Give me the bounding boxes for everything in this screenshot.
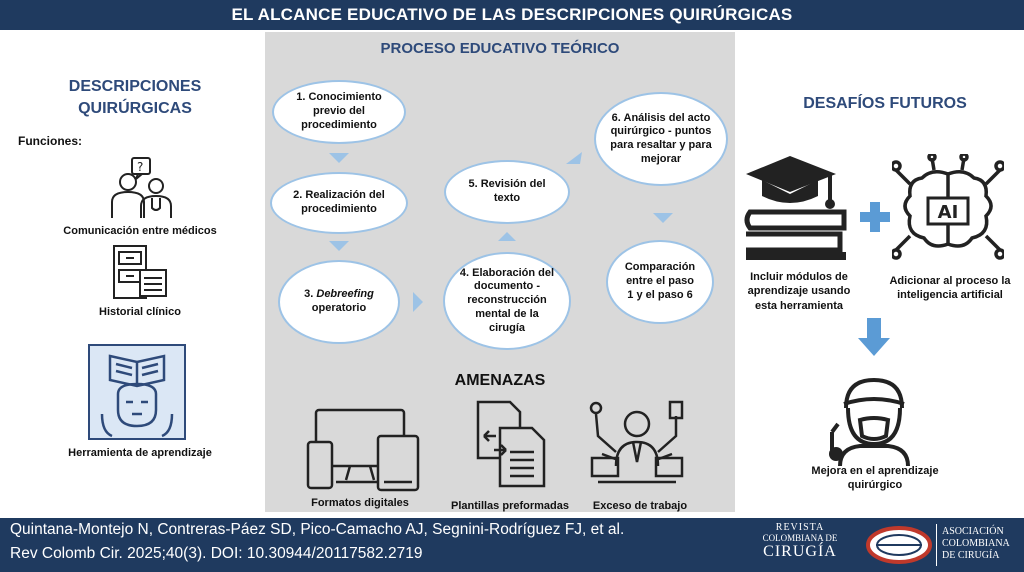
- association-seal-icon: [864, 524, 934, 566]
- step-4-bubble: [443, 252, 571, 350]
- right-item-3-label: Mejora en el aprendizaje quirúrgico: [811, 465, 939, 492]
- step-3-italic: Debreefing: [316, 288, 374, 301]
- right-item-1-label: Incluir módulos de aprendizaje usando esta herramienta: [747, 271, 851, 312]
- file-cabinet-icon: [110, 244, 170, 300]
- page-title: EL ALCANCE EDUCATIVO DE LAS DESCRIPCIONES QUIRÚRGICAS: [231, 5, 793, 24]
- arrow-down-1: [329, 153, 349, 163]
- learning-tool-label: Herramienta de aprendizaje: [68, 447, 212, 459]
- learning-tool-icon: [88, 344, 186, 440]
- step-5-text: 5. Revisión del texto: [468, 178, 546, 204]
- books-graduation-cap-icon: [744, 150, 850, 262]
- left-heading: [40, 76, 230, 120]
- functions-label: Funciones:: [18, 134, 83, 148]
- right-heading: DESAFÍOS FUTUROS: [803, 95, 967, 112]
- doctors-communication-icon: [108, 156, 174, 220]
- journal-logo: [752, 522, 848, 561]
- step-5-bubble: [444, 160, 570, 224]
- journal-line-1: REVISTA: [775, 522, 825, 533]
- clinical-history-label: Historial clínico: [99, 306, 181, 318]
- journal-line-3: CIRUGÍA: [763, 543, 837, 560]
- citation-line-1: Quintana-Montejo N, Contreras-Páez SD, Pico-Camacho AJ, Segnini-Rodríguez FJ, et al.: [10, 521, 625, 538]
- left-heading-line1: DESCRIPCIONES: [68, 78, 202, 95]
- surgeon-icon: [826, 374, 922, 466]
- footer-divider: [936, 524, 937, 566]
- svg-text:?: ?: [137, 160, 144, 174]
- arrow-right-1: [413, 292, 423, 312]
- step-6-text: 6. Análisis del acto quirúrgico - puntos para resaltar y para mejorar: [610, 111, 712, 165]
- step-6-bubble: [594, 92, 728, 186]
- arrow-up-1: [498, 232, 516, 241]
- citation-line-2: Rev Colomb Cir. 2025;40(3). DOI: 10.30944/20117582.2719: [10, 545, 423, 562]
- ai-label: AI: [937, 202, 959, 223]
- journal-line-2: COLOMBIANA DE: [762, 533, 838, 543]
- step-3-bubble: [278, 260, 400, 344]
- threat-2-label: Plantillas preformadas: [451, 500, 569, 512]
- templates-icon: [474, 400, 548, 488]
- threat-3-label: Exceso de trabajo: [592, 500, 688, 512]
- threats-heading: AMENAZAS: [454, 372, 546, 389]
- assoc-line-3: DE CIRUGÍA: [942, 550, 1000, 561]
- threat-1-label: Formatos digitales: [311, 497, 409, 509]
- step-3-rest: operatorio: [311, 302, 367, 314]
- arrow-diag-1: [564, 150, 584, 166]
- digital-devices-icon: [306, 406, 422, 492]
- assoc-line-1: ASOCIACIÓN: [942, 526, 1004, 537]
- step-7-text: Comparación entre el paso 1 y el paso 6: [624, 261, 696, 301]
- down-arrow-icon: [858, 318, 890, 356]
- arrow-down-3: [653, 213, 673, 223]
- step-2-text: 2. Realización del procedimiento: [293, 189, 385, 215]
- step-3-number: 3.: [304, 288, 317, 301]
- ai-brain-icon: [892, 154, 1004, 266]
- step-1-bubble: [272, 80, 406, 144]
- right-item-2-label: Adicionar al proceso la inteligencia artificial: [889, 275, 1011, 302]
- step-7-bubble: [606, 240, 714, 324]
- step-4-text: 4. Elaboración del documento - reconstrucción mental de la cirugía: [459, 266, 555, 334]
- center-heading: PROCESO EDUCATIVO TEÓRICO: [380, 40, 620, 57]
- assoc-line-2: COLOMBIANA: [942, 538, 1010, 549]
- plus-icon: [860, 202, 890, 232]
- step-2-bubble: [270, 172, 408, 234]
- overwork-icon: [588, 396, 686, 490]
- title-bar: [0, 0, 1024, 30]
- step-3-text: [294, 288, 384, 316]
- communication-label: Comunicación entre médicos: [63, 225, 217, 237]
- association-logo: [942, 526, 1020, 562]
- arrow-down-2: [329, 241, 349, 251]
- left-heading-line2: QUIRÚRGICAS: [78, 100, 192, 117]
- step-1-text: 1. Conocimiento previo del procedimiento: [296, 91, 382, 131]
